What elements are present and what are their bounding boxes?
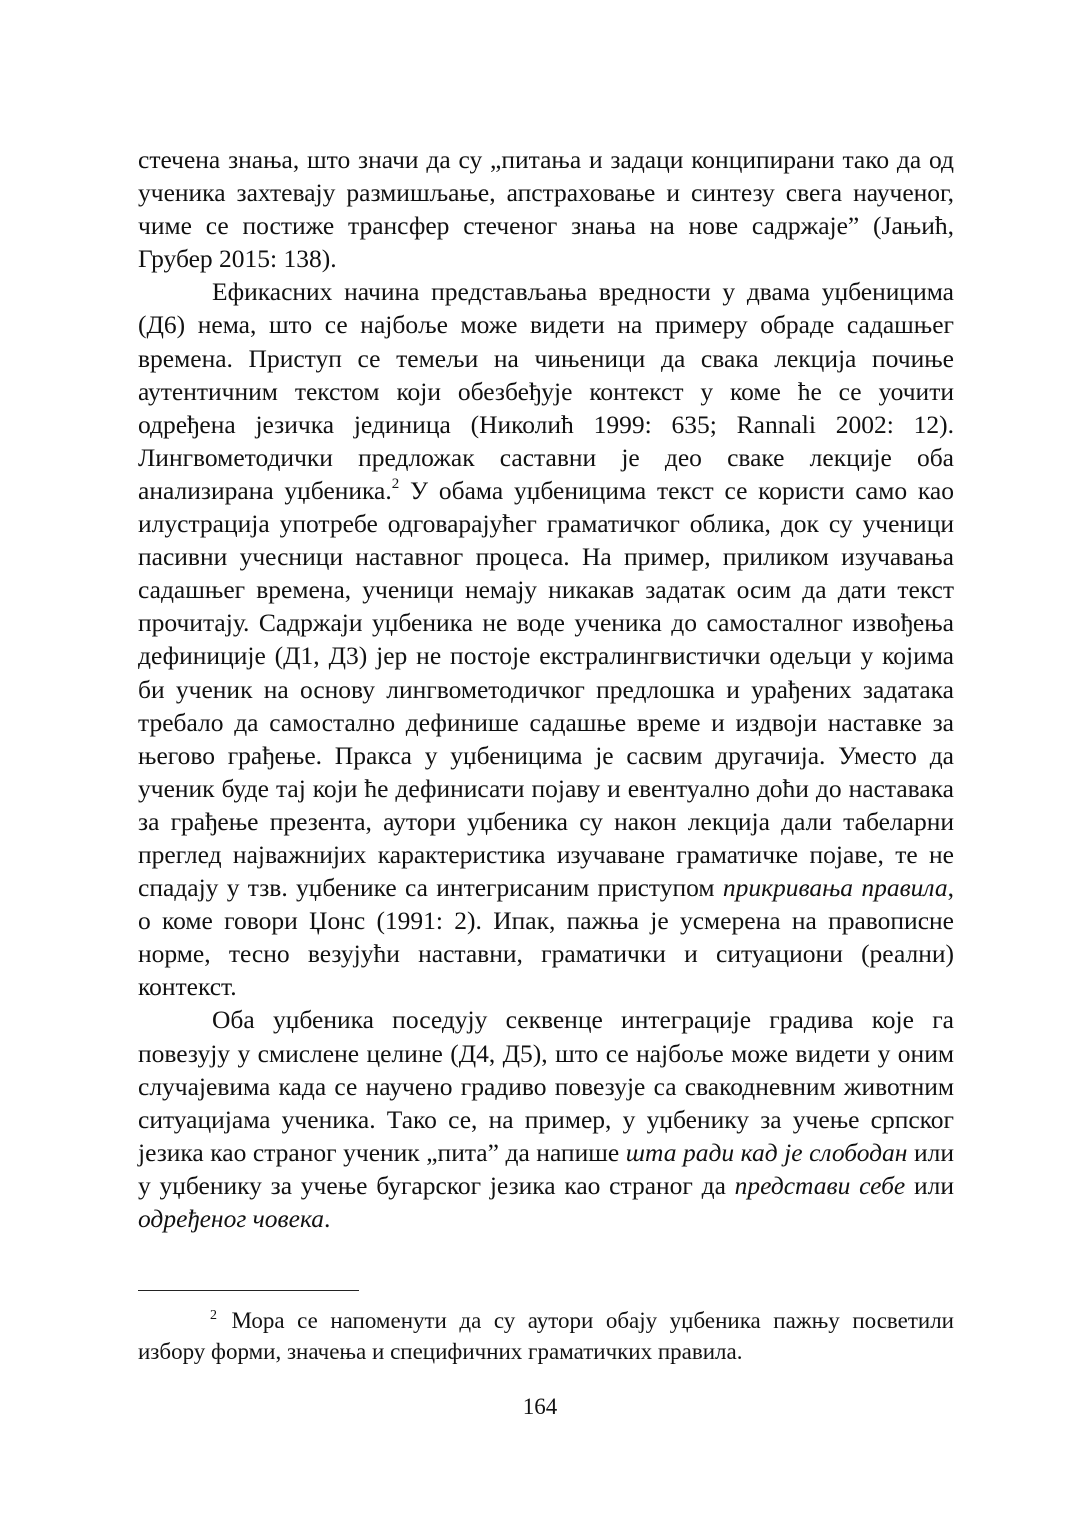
paragraph [138,143,954,275]
text-run: или [905,1170,954,1200]
footnote-marker: 2 [210,1308,217,1324]
footnote-separator [138,1290,359,1291]
body-text [138,143,954,1235]
italic-term: одређеног човека [138,1204,324,1233]
paragraph [138,275,954,1003]
paragraph [138,1003,954,1235]
text-run: Ефикасних начина представљања вредности у двама уџбеницима (Д6) нема, што се најбоље може видети на примеру обраде садашњег времена. Приступ се темељи на чињеници да свака лекција почиње аутентичним текстом који обезбеђује контекст у коме ће се уочити одређена језичка јединица (Николић 1999: 635; Rannali 2002: 12). Лингвометодички предложак саставни је део сваке лекције оба анализирана уџбеника. [138,277,954,505]
italic-term: представи себе [734,1170,906,1200]
text-run: , о коме говори Џонс (1991: 2). Ипак, пажња је усмерена на правописне норме, тесно везујући наставни, граматички и ситуациони (реални) контекст. [138,873,954,1002]
text-run: стечена знања, што значи да су „питања и задаци конципирани тако да од ученика захтевају размишљање, апстраховање и синтезу свега наученог, чиме се постиже трансфер стеченог знања на нове садржаје” (Јањић, Грубер 2015: 138). [138,145,954,274]
text-run: или у уџбенику за учење бугарског језика као страног да [138,1137,955,1200]
italic-term: шта ради кад је слободан [625,1137,908,1167]
footnote [138,1305,954,1367]
text-run: Оба уџбеника поседују секвенце интеграције градива које га повезују у смислене целине (Д4, Д5), што се најбоље може видети у оним случајевима када се научено градиво повезује са свакодневним животним ситуацијама ученика. Тако се, на пример, у уџбенику за учење српског језика као страног ученик „пита” да напише [138,1005,954,1167]
footnote-reference: 2 [391,476,400,493]
italic-term: прикривања правила [722,873,948,903]
text-run: У обама уџбеницима текст се користи само као илустрација употребе одговарајућег граматичког облика, док су ученици пасивни учесници наставног процеса. На пример, приликом изучавања садашњег времена, ученици немају никакав задатак осим да дати текст прочитају. Садржаји уџбеника не воде ученика до самосталног извођења дефиниције (Д1, Д3) јер не постоје екстралингвистички одељци у којима би ученик на основу лингвометодичког предлошка и урађених задатака требало да самостално дефинише садашње време и издвоји наставке за његово грађење. Пракса у уџбеницима је сасвим другачија. Уместо да ученик буде тај који ће дефинисати појаву и евентуално доћи до наставака за грађење презента, аутори уџбеника су након лекција дали табеларни преглед најважнијих карактеристика изучаване граматичке појаве, те не спадају у тзв. уџбенике са интегрисаним приступом [138,475,954,903]
footnote-text: Мора се напоменути да су аутори обају уџбеника пажњу посветили избору форми, значења и специфичних граматичких правила. [138,1308,954,1364]
text-run: . [323,1204,331,1233]
page-number: 164 [522,1394,558,1419]
